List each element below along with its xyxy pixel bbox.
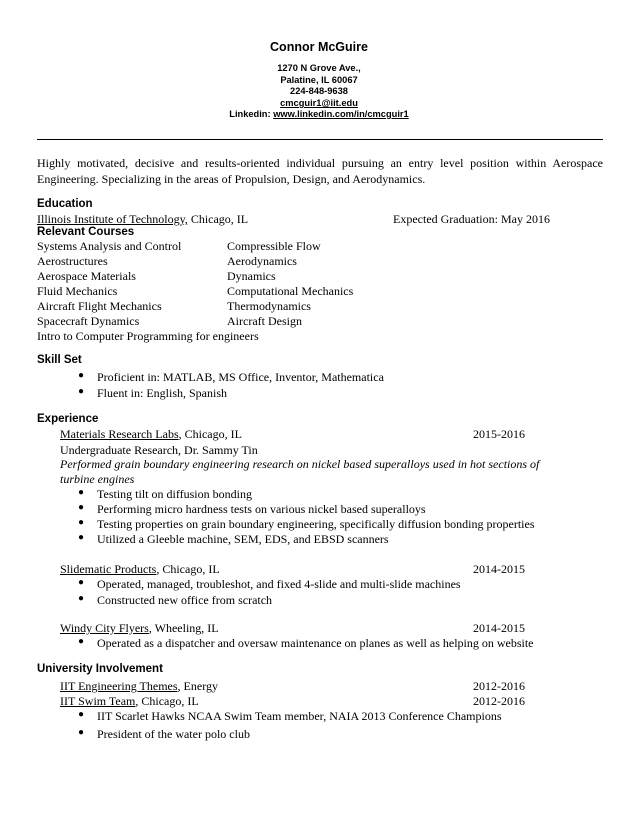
job-bullet — [78, 502, 426, 517]
skill-item — [78, 370, 384, 385]
job-dates: 2014-2015 — [473, 562, 525, 576]
address-line-1: 1270 N Grove Ave., — [277, 63, 361, 73]
job-bullet — [78, 636, 534, 651]
job-org: Materials Research Labs — [60, 427, 179, 441]
job-title-row — [60, 621, 219, 636]
university-detail: , Energy — [177, 679, 218, 693]
job-bullet-text: Testing tilt on diffusion bonding — [97, 487, 252, 501]
email-link[interactable]: cmcguir1@iit.edu — [280, 98, 358, 108]
job-location: , Chicago, IL — [178, 427, 242, 441]
job-org: Slidematic Products — [60, 562, 157, 576]
course-item: Systems Analysis and Control — [37, 239, 182, 253]
course-item: Computational Mechanics — [227, 284, 354, 298]
linkedin-label: Linkedin: — [229, 109, 271, 119]
job-bullet-text: Constructed new office from scratch — [97, 593, 273, 607]
bullet-icon: ● — [78, 517, 85, 528]
job-title-row — [60, 427, 242, 442]
experience-heading: Experience — [37, 413, 99, 425]
job-bullet-text: Utilized a Gleeble machine, SEM, EDS, and EBSD scanners — [97, 532, 389, 546]
skill-text: Proficient in: MATLAB, MS Office, Inventor, Mathematica — [97, 370, 384, 384]
course-item: Aircraft Design — [227, 314, 302, 328]
bullet-icon: ● — [78, 709, 85, 720]
job-dates: 2015-2016 — [473, 427, 525, 441]
graduation-date: Expected Graduation: May 2016 — [393, 212, 550, 226]
phone-number: 224-848-9638 — [290, 86, 348, 96]
header-divider — [37, 139, 603, 140]
bullet-icon: ● — [78, 577, 85, 588]
bullet-icon: ● — [78, 487, 85, 498]
job-bullet-text: Performing micro hardness tests on various nickel based superalloys — [97, 502, 426, 516]
job-bullet — [78, 532, 389, 547]
university-bullet — [78, 709, 502, 724]
job-bullet-text: Operated, managed, troubleshot, and fixed 4-slide and multi-slide machines — [97, 577, 461, 591]
bullet-icon: ● — [78, 502, 85, 513]
job-title-row — [60, 562, 220, 577]
resume-name: Connor McGuire — [270, 40, 368, 54]
job-description: Performed grain boundary engineering research on nickel based superalloys used in hot sections of turbine engines — [60, 457, 540, 486]
summary-paragraph: Highly motivated, decisive and results-oriented individual pursuing an entry level position within Aerospace Engineering. Specializing in the areas of Propulsion, Design, and Aerodynamics. — [37, 156, 603, 186]
course-item: Dynamics — [227, 269, 276, 283]
course-item: Aerostructures — [37, 254, 108, 268]
job-bullet — [78, 593, 273, 608]
education-heading: Education — [37, 198, 93, 210]
job-bullet-text: Testing properties on grain boundary engineering, specifically diffusion bonding properties — [97, 517, 535, 531]
job-location: , Wheeling, IL — [148, 621, 219, 635]
course-item: Thermodynamics — [227, 299, 311, 313]
course-item: Compressible Flow — [227, 239, 321, 253]
linkedin-link[interactable]: www.linkedin.com/in/cmcguir1 — [273, 109, 409, 119]
course-item: Aerospace Materials — [37, 269, 136, 283]
linkedin-row — [0, 108, 638, 120]
job-bullet-text: Operated as a dispatcher and oversaw maintenance on planes as well as helping on website — [97, 636, 534, 650]
course-item: Fluid Mechanics — [37, 284, 118, 298]
university-heading: University Involvement — [37, 663, 163, 675]
university-entry-row — [60, 679, 218, 694]
bullet-icon: ● — [78, 532, 85, 543]
course-item: Aerodynamics — [227, 254, 297, 268]
courses-right-column — [227, 239, 427, 329]
address-line-2: Palatine, IL 60067 — [280, 75, 358, 85]
job-dates: 2014-2015 — [473, 621, 525, 635]
education-school-row — [37, 212, 248, 227]
skill-item — [78, 386, 228, 401]
university-bullet-text: President of the water polo club — [97, 727, 250, 741]
job-bullet — [78, 577, 461, 592]
university-dates: 2012-2016 — [473, 679, 525, 693]
course-item: Intro to Computer Programming for engineers — [37, 329, 259, 343]
job-location: , Chicago, IL — [156, 562, 220, 576]
relevant-courses-heading: Relevant Courses — [37, 226, 135, 238]
job-org: Windy City Flyers — [60, 621, 149, 635]
course-item: Aircraft Flight Mechanics — [37, 299, 162, 313]
skill-text: Fluent in: English, Spanish — [97, 386, 228, 400]
university-entry-row — [60, 694, 199, 709]
bullet-icon: ● — [78, 593, 85, 604]
skills-heading: Skill Set — [37, 354, 82, 366]
school-name: Illinois Institute of Technology, — [37, 212, 188, 226]
job-bullet — [78, 517, 535, 532]
university-org: IIT Engineering Themes — [60, 679, 178, 693]
bullet-icon: ● — [78, 636, 85, 647]
bullet-icon: ● — [78, 386, 85, 397]
school-location: Chicago, IL — [190, 212, 249, 226]
job-bullet — [78, 487, 252, 502]
bullet-icon: ● — [78, 727, 85, 738]
course-item: Spacecraft Dynamics — [37, 314, 140, 328]
bullet-icon: ● — [78, 370, 85, 381]
university-dates: 2012-2016 — [473, 694, 525, 708]
courses-left-column — [37, 239, 259, 344]
university-bullet — [78, 727, 250, 742]
job-role: Undergraduate Research, Dr. Sammy Tin — [60, 443, 258, 457]
university-org: IIT Swim Team — [60, 694, 136, 708]
university-bullet-text: IIT Scarlet Hawks NCAA Swim Team member, NAIA 2013 Conference Champions — [97, 709, 502, 723]
university-detail: , Chicago, IL — [135, 694, 199, 708]
